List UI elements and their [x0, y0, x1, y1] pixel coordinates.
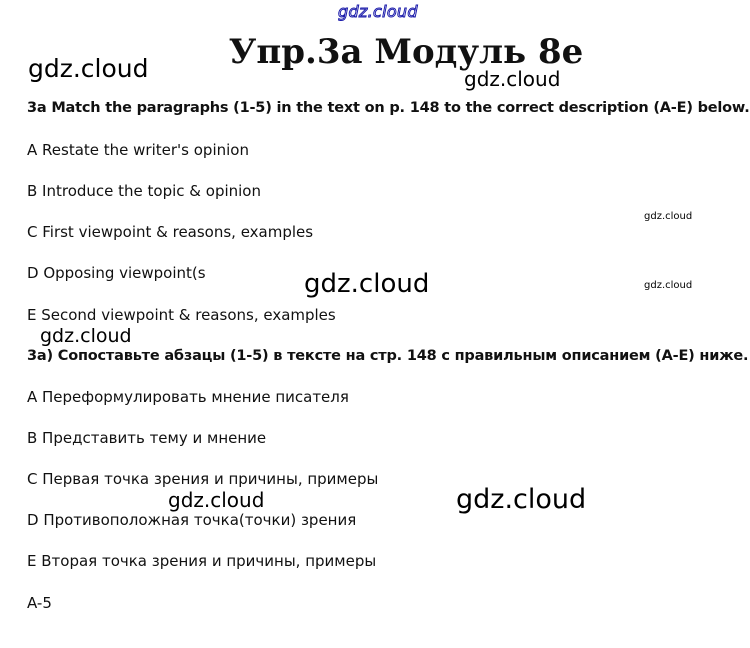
russian-item-d: D Противоположная точка(точки) зрения	[27, 511, 357, 529]
russian-item-c: C Первая точка зрения и причины, примеры	[27, 470, 379, 488]
english-item-e: E Second viewpoint & reasons, examples	[27, 306, 336, 324]
russian-item-e: E Вторая точка зрения и причины, примеры	[27, 552, 377, 570]
watermark: gdz.cloud	[40, 325, 132, 347]
english-item-a: A Restate the writer's opinion	[27, 141, 249, 159]
english-instruction: 3a Match the paragraphs (1-5) in the text on p. 148 to the correct description (A-E) below.	[27, 100, 750, 116]
english-item-b: B Introduce the topic & opinion	[27, 182, 261, 200]
watermark: gdz.cloud	[644, 280, 693, 291]
watermark-top: gdz.cloud	[338, 2, 418, 21]
watermark: gdz.cloud	[168, 488, 265, 512]
watermark: gdz.cloud	[304, 269, 430, 299]
russian-instruction: 3а) Сопоставьте абзацы (1-5) в тексте на стр. 148 с правильным описанием (A-E) ниже.	[27, 348, 749, 364]
russian-item-a: A Переформулировать мнение писателя	[27, 388, 349, 406]
watermark: gdz.cloud	[464, 67, 561, 91]
watermark: gdz.cloud	[28, 54, 149, 83]
russian-item-b: B Представить тему и мнение	[27, 429, 267, 447]
watermark: gdz.cloud	[644, 211, 693, 222]
english-item-c: C First viewpoint & reasons, examples	[27, 223, 314, 241]
answer-text: A-5	[27, 594, 52, 612]
english-item-d: D Opposing viewpoint(s	[27, 264, 206, 282]
page-title: Упр.3а Модуль 8е	[228, 32, 584, 72]
watermark: gdz.cloud	[456, 484, 587, 515]
